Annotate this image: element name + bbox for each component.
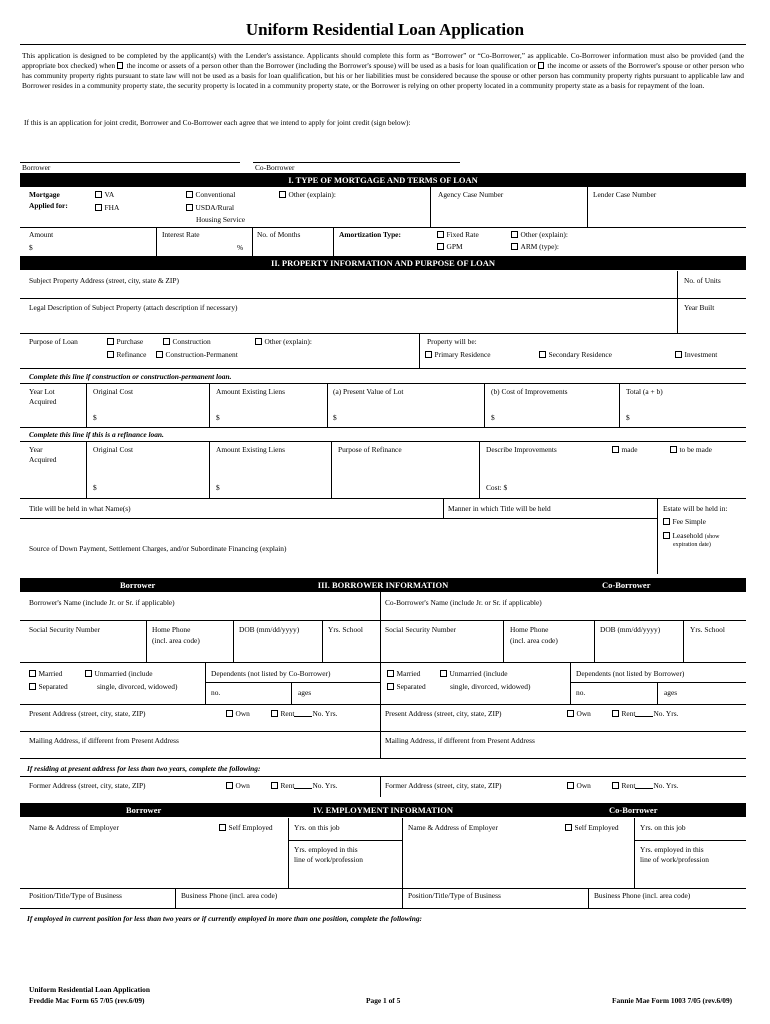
- liens-label-1: Amount Existing Liens: [216, 387, 285, 396]
- c-yrs-employed-2: line of work/profession: [640, 855, 709, 864]
- construction-option[interactable]: [163, 338, 211, 347]
- divider: [479, 441, 480, 498]
- section-1-header: [20, 173, 746, 187]
- c-rent-option[interactable]: [612, 710, 678, 719]
- other-purpose-option[interactable]: [255, 338, 312, 347]
- c-former-rent-checkbox[interactable]: [612, 782, 619, 789]
- b-dep-no-label: no.: [211, 688, 221, 697]
- describe-improvements-label: Describe Improvements: [486, 445, 557, 454]
- b-married-label: Married: [38, 669, 63, 678]
- orig-cost-label-1: Original Cost: [93, 387, 134, 396]
- gpm-option[interactable]: [437, 243, 463, 252]
- amortization-label: Amortization Type:: [339, 230, 401, 239]
- orig-cost-label-2: Original Cost: [93, 445, 134, 454]
- divider: [484, 383, 485, 427]
- other-amort-option[interactable]: [511, 231, 568, 240]
- c-rent-label: Rent: [621, 709, 636, 718]
- made-checkbox[interactable]: [612, 446, 619, 453]
- divider: [634, 840, 746, 841]
- divider: [156, 227, 157, 256]
- refinance-label: Refinance: [116, 350, 147, 359]
- form-title: Uniform Residential Loan Application: [245, 20, 525, 39]
- units-label: No. of Units: [684, 276, 721, 285]
- coborrower-name-label: Co-Borrower's Name (include Jr. or Sr. if applicable): [385, 598, 542, 607]
- other-mortgage-checkbox[interactable]: [279, 191, 286, 198]
- construction-label: Construction: [172, 337, 211, 346]
- fha-label: FHA: [104, 203, 120, 212]
- other-mortgage-label: Other (explain):: [288, 190, 336, 199]
- primary-option[interactable]: [425, 351, 491, 360]
- c-mailing-label: Mailing Address, if different from Present Address: [385, 736, 535, 745]
- cost-label[interactable]: Cost: $: [486, 483, 508, 492]
- fixed-rate-option[interactable]: [437, 231, 479, 240]
- borrower-signature-line[interactable]: [20, 162, 240, 163]
- gpm-checkbox[interactable]: [437, 243, 444, 250]
- divider: [86, 383, 87, 427]
- b-employer-label: Name & Address of Employer: [29, 823, 119, 832]
- acquired-label: Acquired: [29, 397, 57, 406]
- c-dep-no-label: no.: [576, 688, 586, 697]
- constperm-option[interactable]: [156, 351, 238, 360]
- b-self-employed-label: Self Employed: [228, 823, 273, 832]
- conventional-option[interactable]: [186, 191, 235, 200]
- b-home-phone-label: Home Phone: [152, 625, 191, 634]
- divider: [619, 383, 620, 427]
- year-lot-label: Year Lot: [29, 387, 55, 396]
- b-married-option[interactable]: [29, 670, 62, 679]
- divider: [209, 441, 210, 498]
- improvements-dollar[interactable]: $: [491, 413, 495, 422]
- section-3-header: [20, 578, 746, 592]
- b-unmarried-checkbox[interactable]: [85, 670, 92, 677]
- c-separated-checkbox[interactable]: [387, 683, 394, 690]
- c-dependents-label: Dependents (not listed by Borrower): [576, 669, 685, 678]
- property-address-label: Subject Property Address (street, city, state & ZIP): [29, 276, 179, 285]
- divider: [419, 333, 420, 368]
- secondary-checkbox[interactable]: [539, 351, 546, 358]
- b-self-employed-option[interactable]: [219, 824, 273, 833]
- divider: [288, 840, 402, 841]
- divider: [205, 662, 206, 704]
- other-mortgage-option[interactable]: [279, 191, 336, 200]
- orig-cost-dollar-1[interactable]: $: [93, 413, 97, 422]
- b-school-label: Yrs. School: [328, 625, 363, 634]
- gpm-label: GPM: [446, 242, 463, 251]
- fha-checkbox[interactable]: [95, 204, 102, 211]
- divider: [20, 427, 746, 428]
- property-will-be-label: Property will be:: [427, 337, 477, 346]
- total-label: Total (a + b): [626, 387, 663, 396]
- divider: [205, 682, 380, 683]
- va-label: VA: [104, 190, 115, 199]
- b-former-own-option[interactable]: [226, 782, 250, 791]
- conventional-checkbox[interactable]: [186, 191, 193, 198]
- borrower-name-label: Borrower's Name (include Jr. or Sr. if applicable): [29, 598, 175, 607]
- c-ssn-label: Social Security Number: [385, 625, 457, 634]
- divider: [677, 271, 678, 298]
- usda-label: USDA/Rural: [195, 203, 235, 212]
- title-rule: [20, 44, 746, 45]
- b-rent-checkbox[interactable]: [271, 710, 278, 717]
- c-former-no-yrs-label: No. Yrs.: [653, 781, 679, 790]
- purchase-label: Purchase: [116, 337, 144, 346]
- fha-option[interactable]: [95, 204, 119, 213]
- c-business-phone-label: Business Phone (incl. area code): [594, 891, 691, 900]
- c-school-label: Yrs. School: [690, 625, 725, 634]
- refinance-option[interactable]: [107, 351, 146, 360]
- divider: [430, 187, 431, 227]
- construction-checkbox[interactable]: [163, 338, 170, 345]
- c-single-label: single, divorced, widowed): [450, 682, 531, 691]
- arm-label: ARM (type):: [520, 242, 559, 251]
- divider: [322, 620, 323, 662]
- other-purpose-label: Other (explain):: [264, 337, 312, 346]
- constperm-checkbox[interactable]: [156, 351, 163, 358]
- divider: [288, 818, 289, 888]
- section-3-title: III. BORROWER INFORMATION: [317, 580, 449, 590]
- fee-simple-checkbox[interactable]: [663, 518, 670, 525]
- c-area-code-label: (incl. area code): [510, 636, 558, 645]
- lender-case-label: Lender Case Number: [593, 190, 657, 199]
- divider: [20, 776, 746, 777]
- leasehold-checkbox[interactable]: [663, 532, 670, 539]
- b-yrs-employed-2: line of work/profession: [294, 855, 363, 864]
- c-unmarried-checkbox[interactable]: [440, 670, 447, 677]
- c-married-option[interactable]: [387, 670, 420, 679]
- c-yrs-employed-1: Yrs. employed in this: [640, 845, 704, 854]
- investment-label: Investment: [684, 350, 718, 359]
- expiration-label: expiration date): [673, 542, 711, 548]
- b-own-option[interactable]: [226, 710, 250, 719]
- c-former-rent-option[interactable]: [612, 782, 678, 791]
- c-former-address-label: Former Address (street, city, state, ZIP): [385, 781, 502, 790]
- secondary-label: Secondary Residence: [548, 350, 612, 359]
- conventional-label: Conventional: [195, 190, 236, 199]
- c-separated-option[interactable]: [387, 683, 426, 692]
- s3-coborrower-label: Co-Borrower: [602, 580, 651, 590]
- divider: [20, 441, 746, 442]
- c-own-label: Own: [576, 709, 591, 718]
- manner-label: Manner in which Title will be held: [448, 504, 551, 513]
- section-4-title: IV. EMPLOYMENT INFORMATION: [312, 805, 454, 815]
- source-down-payment-label: Source of Down Payment, Settlement Charges, and/or Subordinate Financing (explain): [29, 544, 287, 553]
- b-rent-label: Rent: [280, 709, 295, 718]
- applied-for-label: Applied for:: [29, 201, 68, 210]
- b-no-yrs-label: No. Yrs.: [312, 709, 338, 718]
- amount-label: Amount: [29, 230, 54, 239]
- other-purpose-checkbox[interactable]: [255, 338, 262, 345]
- divider: [327, 383, 328, 427]
- divider: [587, 187, 588, 227]
- c-own-checkbox[interactable]: [567, 710, 574, 717]
- joint-credit-text: If this is an application for joint credit, Borrower and Co-Borrower each agree that we intend to apply for joint credit (sign below):: [24, 118, 411, 127]
- refinance-checkbox[interactable]: [107, 351, 114, 358]
- b-former-own-checkbox[interactable]: [226, 782, 233, 789]
- present-value-label: (a) Present Value of Lot: [333, 387, 404, 396]
- leasehold-option[interactable]: [663, 532, 719, 541]
- title-names-label: Title will be held in what Name(s): [29, 504, 131, 513]
- section-2-title: II. PROPERTY INFORMATION AND PURPOSE OF LOAN: [271, 258, 495, 268]
- b-dependents-label: Dependents (not listed by Co-Borrower): [211, 669, 331, 678]
- b-former-rent-checkbox[interactable]: [271, 782, 278, 789]
- c-self-employed-checkbox[interactable]: [565, 824, 572, 831]
- c-employer-label: Name & Address of Employer: [408, 823, 498, 832]
- divider: [20, 704, 746, 705]
- b-separated-option[interactable]: [29, 683, 68, 692]
- b-present-address-label: Present Address (street, city, state, ZIP): [29, 709, 146, 718]
- amount-dollar[interactable]: $: [29, 243, 33, 252]
- b-own-label: Own: [235, 709, 250, 718]
- refi-year-label: Year: [29, 445, 43, 454]
- b-married-checkbox[interactable]: [29, 670, 36, 677]
- c-former-own-checkbox[interactable]: [567, 782, 574, 789]
- divider: [380, 592, 381, 758]
- leasehold-label: Leasehold: [672, 531, 703, 540]
- interest-rate-label: Interest Rate: [162, 230, 200, 239]
- divider: [252, 227, 253, 256]
- divider: [20, 620, 746, 621]
- divider: [291, 682, 292, 704]
- footer-form-title: Uniform Residential Loan Application: [29, 985, 150, 994]
- agency-case-label: Agency Case Number: [438, 190, 504, 199]
- liens-dollar-1[interactable]: $: [216, 413, 220, 422]
- b-dob-label: DOB (mm/dd/yyyy): [239, 625, 300, 634]
- total-dollar[interactable]: $: [626, 413, 630, 422]
- divider: [209, 383, 210, 427]
- divider: [20, 333, 746, 334]
- divider: [677, 298, 678, 333]
- c-married-label: Married: [396, 669, 421, 678]
- purpose-label: Purpose of Loan: [29, 337, 78, 346]
- section-1-title: I. TYPE OF MORTGAGE AND TERMS OF LOAN: [288, 175, 478, 185]
- b-rent-option[interactable]: [271, 710, 337, 719]
- b-former-own-label: Own: [235, 781, 250, 790]
- divider: [20, 518, 657, 519]
- present-value-dollar[interactable]: $: [333, 413, 337, 422]
- divider: [657, 498, 658, 574]
- to-be-made-checkbox[interactable]: [670, 446, 677, 453]
- investment-checkbox[interactable]: [675, 351, 682, 358]
- refi-purpose-label: Purpose of Refinance: [338, 445, 402, 454]
- divider: [20, 498, 746, 499]
- two-years-note: If residing at present address for less than two years, complete the following:: [27, 764, 261, 773]
- other-amort-checkbox[interactable]: [511, 231, 518, 238]
- c-former-rent-label: Rent: [621, 781, 636, 790]
- divider: [20, 888, 746, 889]
- b-former-rent-option[interactable]: [271, 782, 337, 791]
- spouse-income-checkbox[interactable]: [538, 62, 545, 69]
- divider: [20, 758, 746, 759]
- housing-service-label: Housing Service: [196, 215, 246, 224]
- c-rent-checkbox[interactable]: [612, 710, 619, 717]
- c-position-label: Position/Title/Type of Business: [408, 891, 501, 900]
- usda-option[interactable]: [186, 204, 234, 213]
- b-unmarried-label: Unmarried (include: [94, 669, 153, 678]
- arm-checkbox[interactable]: [511, 243, 518, 250]
- intro-text-1: This application is designed to be completed by the applicant(s) with the Lender's assistance. Applicants should complete this form as “Borrower” or “Co-Borrower,” as applicable. Co-Borrower information must also be provided (and the appropriate box checked) when: [22, 51, 744, 70]
- b-own-checkbox[interactable]: [226, 710, 233, 717]
- b-ssn-label: Social Security Number: [29, 625, 101, 634]
- b-mailing-label: Mailing Address, if different from Present Address: [29, 736, 179, 745]
- c-dob-label: DOB (mm/dd/yyyy): [600, 625, 661, 634]
- co-borrower-income-checkbox[interactable]: [117, 62, 124, 69]
- c-yrs-job-label: Yrs. on this job: [640, 823, 686, 832]
- b-separated-checkbox[interactable]: [29, 683, 36, 690]
- divider: [503, 620, 504, 662]
- b-yrs-employed-1: Yrs. employed in this: [294, 845, 358, 854]
- usda-checkbox[interactable]: [186, 204, 193, 211]
- b-self-employed-checkbox[interactable]: [219, 824, 226, 831]
- to-be-made-label: to be made: [679, 445, 712, 454]
- coborrower-signature-label: Co-Borrower: [255, 163, 295, 172]
- divider: [380, 776, 381, 797]
- improvements-label: (b) Cost of Improvements: [491, 387, 568, 396]
- to-be-made-option[interactable]: [670, 446, 712, 455]
- divider: [175, 888, 176, 908]
- section-2-header: [20, 256, 746, 270]
- b-unmarried-option[interactable]: [85, 670, 153, 679]
- arm-option[interactable]: [511, 243, 559, 252]
- refi-acquired-label: Acquired: [29, 455, 57, 464]
- liens-label-2: Amount Existing Liens: [216, 445, 285, 454]
- divider: [20, 383, 746, 384]
- c-home-phone-label: Home Phone: [510, 625, 549, 634]
- divider: [683, 620, 684, 662]
- divider: [570, 682, 746, 683]
- construction-line-note: Complete this line if construction or construction-permanent loan.: [29, 372, 232, 381]
- divider: [443, 498, 444, 518]
- divider: [20, 662, 746, 663]
- b-position-label: Position/Title/Type of Business: [29, 891, 122, 900]
- c-self-employed-option[interactable]: [565, 824, 619, 833]
- intro-text-2: the income or assets of a person other than the Borrower (including the Borrower's spouse) will be used as a basis for loan qualification or: [126, 61, 537, 70]
- fixed-rate-label: Fixed Rate: [446, 230, 479, 239]
- divider: [594, 620, 595, 662]
- borrower-signature-label: Borrower: [22, 163, 51, 172]
- b-single-label: single, divorced, widowed): [97, 682, 178, 691]
- b-separated-label: Separated: [38, 682, 68, 691]
- legal-description-label: Legal Description of Subject Property (attach description if necessary): [29, 303, 238, 312]
- section-4-header: [20, 803, 746, 817]
- c-self-employed-label: Self Employed: [574, 823, 619, 832]
- other-amort-label: Other (explain):: [520, 230, 568, 239]
- c-no-yrs-label: No. Yrs.: [653, 709, 679, 718]
- divider: [333, 227, 334, 256]
- divider: [86, 441, 87, 498]
- divider: [570, 662, 571, 704]
- made-option[interactable]: [612, 446, 638, 455]
- liens-dollar-2[interactable]: $: [216, 483, 220, 492]
- c-unmarried-option[interactable]: [440, 670, 508, 679]
- orig-cost-dollar-2[interactable]: $: [93, 483, 97, 492]
- b-yrs-job-label: Yrs. on this job: [294, 823, 340, 832]
- divider: [588, 888, 589, 908]
- b-business-phone-label: Business Phone (incl. area code): [181, 891, 278, 900]
- divider: [20, 731, 746, 732]
- refinance-line-note: Complete this line if this is a refinance loan.: [29, 430, 164, 439]
- interest-pct[interactable]: %: [237, 243, 244, 252]
- intro-paragraph: [22, 51, 744, 91]
- divider: [657, 682, 658, 704]
- divider: [233, 620, 234, 662]
- c-former-own-option[interactable]: [567, 782, 591, 791]
- purchase-checkbox[interactable]: [107, 338, 114, 345]
- mortgage-label: Mortgage: [29, 190, 60, 199]
- divider: [20, 298, 746, 299]
- b-former-rent-label: Rent: [280, 781, 295, 790]
- va-checkbox[interactable]: [95, 191, 102, 198]
- s4-coborrower-label: Co-Borrower: [609, 805, 658, 815]
- footer-page: Page 1 of 5: [366, 996, 401, 1005]
- c-own-option[interactable]: [567, 710, 591, 719]
- b-former-no-yrs-label: No. Yrs.: [312, 781, 338, 790]
- c-separated-label: Separated: [396, 682, 426, 691]
- c-present-address-label: Present Address (street, city, state, ZIP): [385, 709, 502, 718]
- divider: [20, 227, 746, 228]
- months-label: No. of Months: [257, 230, 301, 239]
- s3-borrower-label: Borrower: [120, 580, 156, 590]
- secondary-option[interactable]: [539, 351, 612, 360]
- b-former-address-label: Former Address (street, city, state, ZIP): [29, 781, 146, 790]
- divider: [20, 908, 746, 909]
- b-area-code-label: (incl. area code): [152, 636, 200, 645]
- fee-simple-option[interactable]: [663, 518, 706, 527]
- constperm-label: Construction-Permanent: [165, 350, 238, 359]
- c-former-own-label: Own: [576, 781, 591, 790]
- b-dep-ages-label: ages: [298, 688, 312, 697]
- year-built-label: Year Built: [684, 303, 715, 312]
- estate-label: Estate will be held in:: [663, 504, 728, 513]
- s4-borrower-label: Borrower: [126, 805, 162, 815]
- va-option[interactable]: [95, 191, 114, 200]
- footer-freddie: Freddie Mac Form 65 7/05 (rev.6/09): [29, 996, 145, 1005]
- c-dep-ages-label: ages: [664, 688, 678, 697]
- less-two-years-note: If employed in current position for less than two years or if currently employed in more than one position, complete the following:: [27, 914, 422, 923]
- intro-text-3: the income or assets of the Borrower's spouse or other person who has community property rights pursuant to state law will not be used as a basis for loan qualification, but his or her liabilities must be considered because the spouse or other person has community property rights pursuant to applicable law and Borrower resides in a community property state, the security property is located in a community property state, or the Borrower is relying on other property located in a community property state as a basis for repayment of the loan.: [22, 61, 744, 90]
- divider: [20, 368, 746, 369]
- made-label: made: [621, 445, 638, 454]
- divider: [146, 620, 147, 662]
- fee-simple-label: Fee Simple: [672, 517, 706, 526]
- divider: [331, 441, 332, 498]
- c-married-checkbox[interactable]: [387, 670, 394, 677]
- investment-option[interactable]: [675, 351, 717, 360]
- primary-checkbox[interactable]: [425, 351, 432, 358]
- footer-fannie: Fannie Mae Form 1003 7/05 (rev.6/09): [612, 996, 733, 1005]
- purchase-option[interactable]: [107, 338, 143, 347]
- show-label: (show: [704, 534, 720, 540]
- fixed-rate-checkbox[interactable]: [437, 231, 444, 238]
- c-unmarried-label: Unmarried (include: [449, 669, 508, 678]
- divider: [402, 818, 403, 908]
- primary-label: Primary Residence: [434, 350, 491, 359]
- divider: [634, 818, 635, 888]
